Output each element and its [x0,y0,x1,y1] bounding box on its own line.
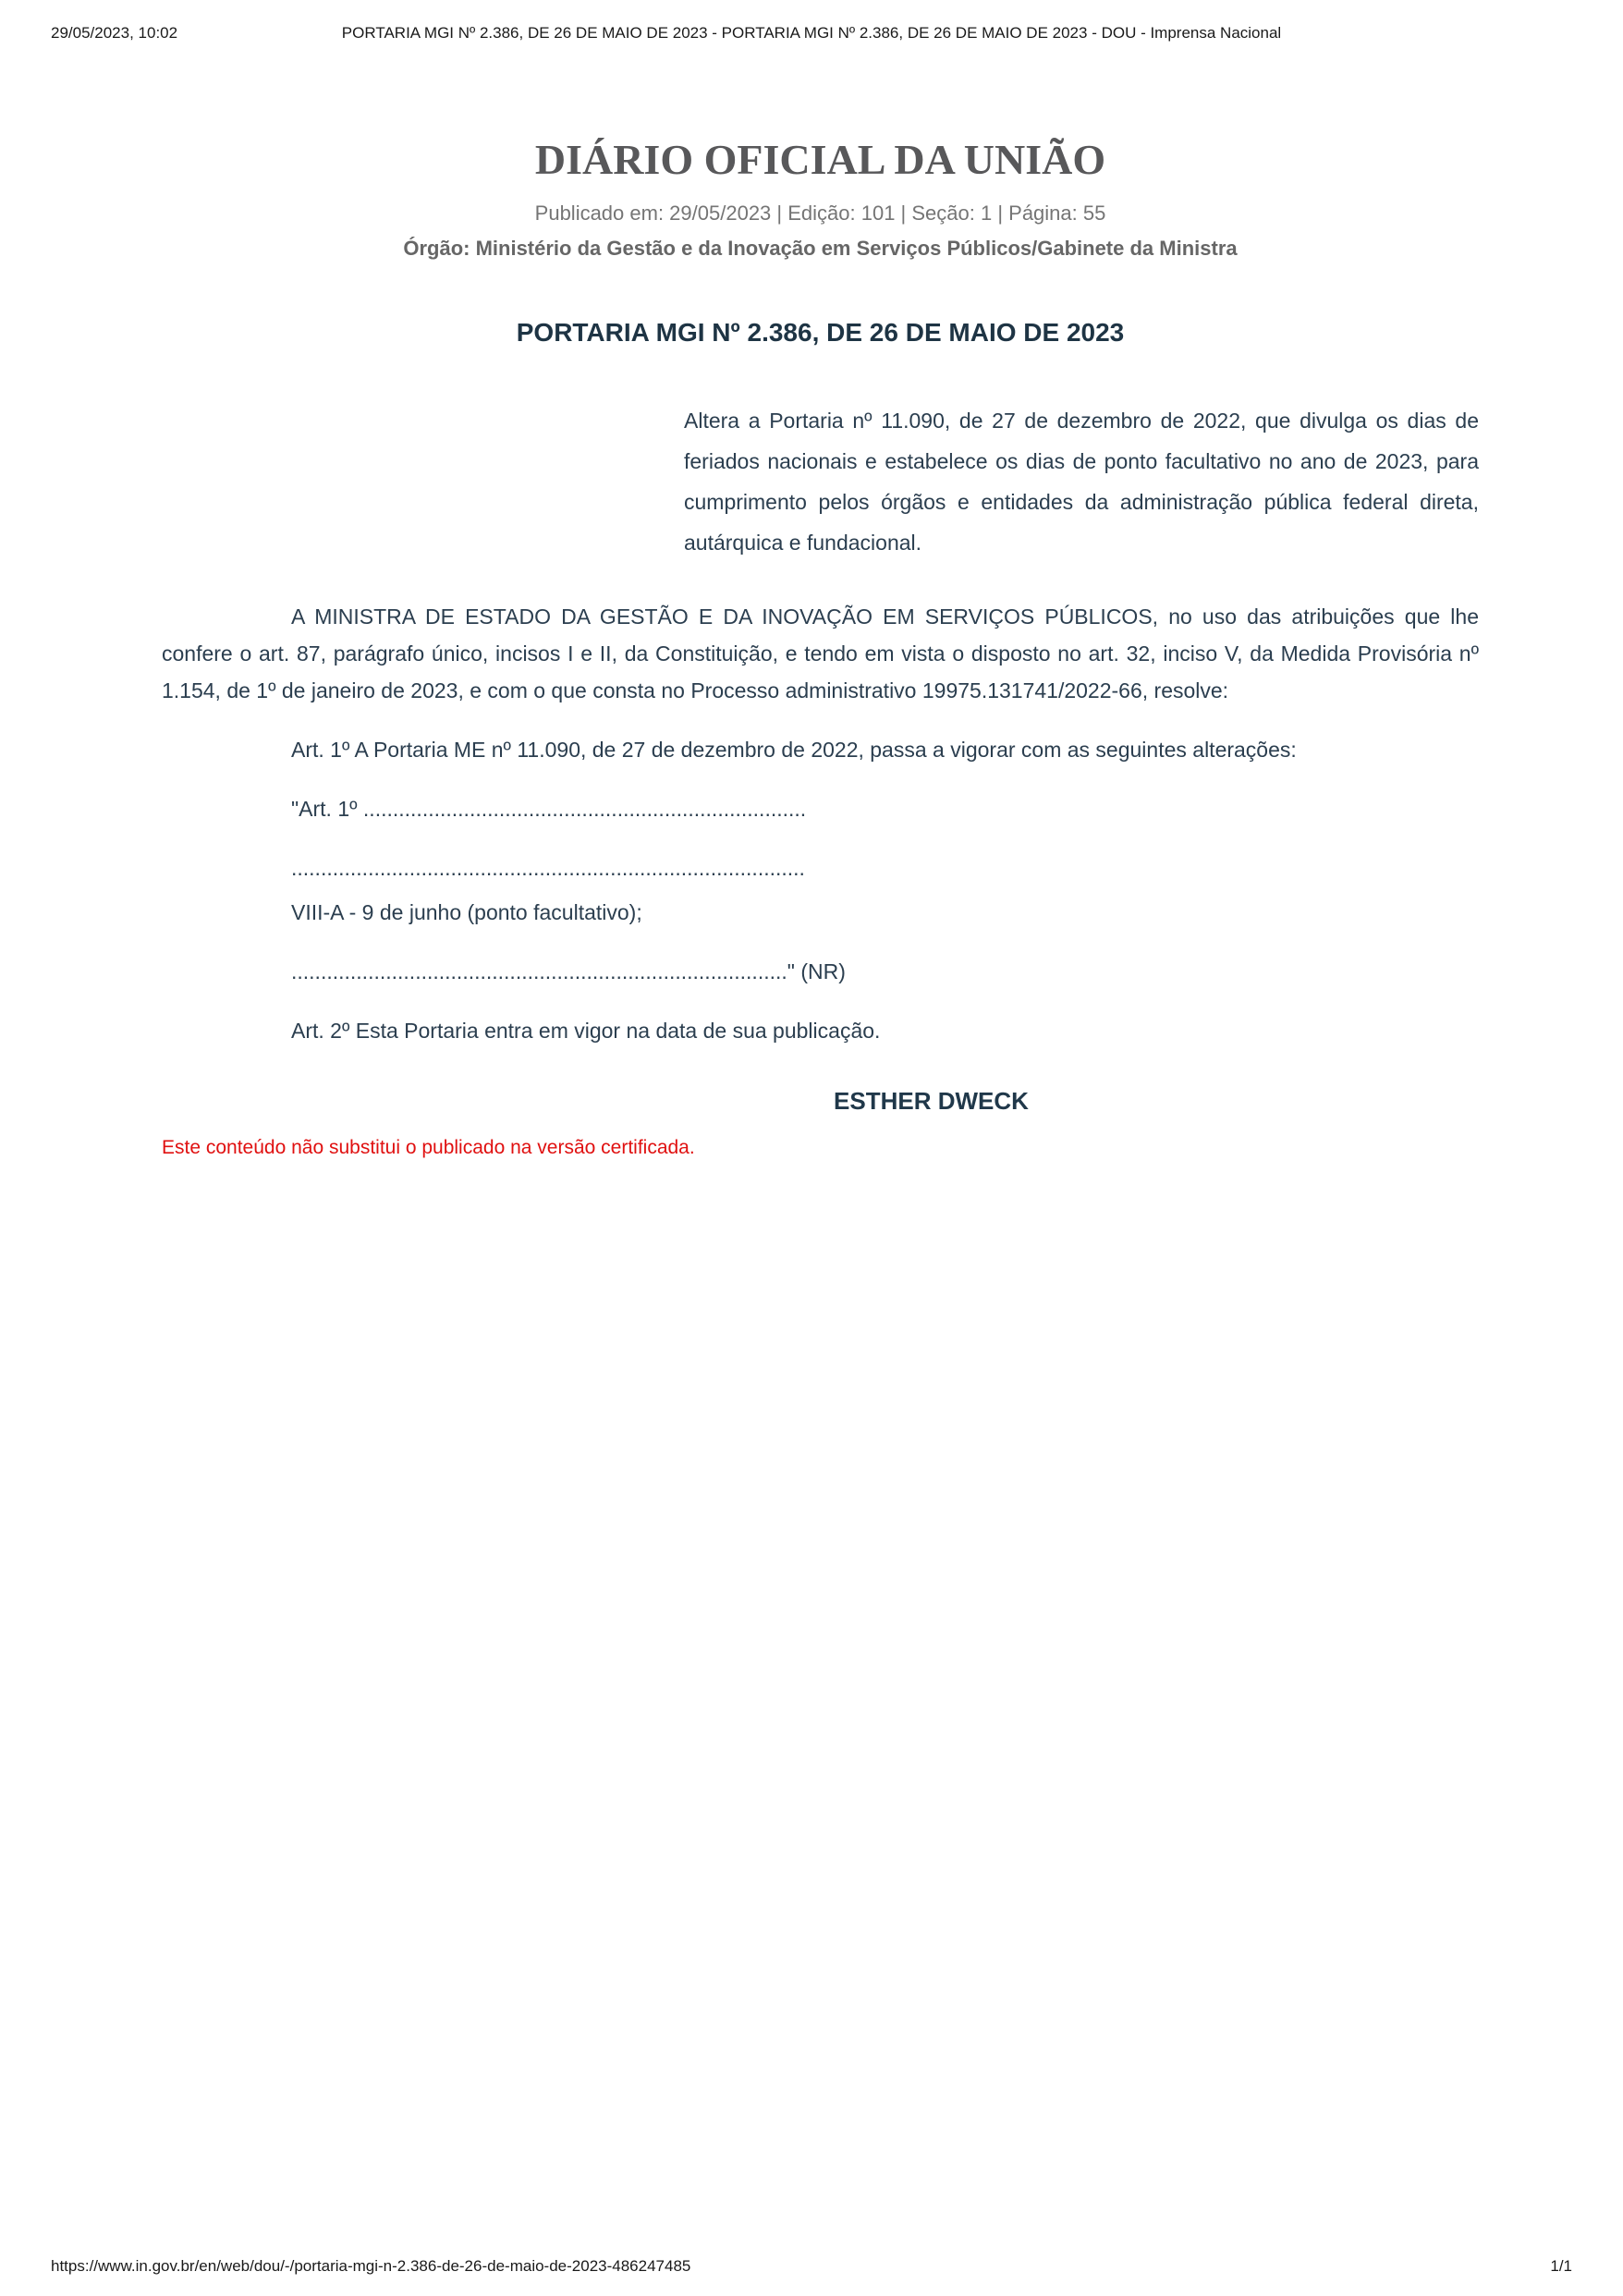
print-header-datetime: 29/05/2023, 10:02 [51,24,178,42]
organ-line: Órgão: Ministério da Gestão e da Inovação em Serviços Públicos/Gabinete da Ministra [403,237,1238,260]
dotted-line-nr: ...................................................................................." (NR) [291,959,846,983]
article-preamble: A MINISTRA DE ESTADO DA GESTÃO E DA INOVAÇÃO EM SERVIÇOS PÚBLICOS, no uso das atribuições que lhe confere o art. 87, parágrafo único, incisos I e II, da Constituição, e tendo em vista o disposto no art. 32, inciso V, da Medida Provisória nº 1.154, de 1º de janeiro de 2023, e com o que consta no Processo administrativo 19975.131741/2022-66, resolve: [162,605,1479,702]
dotted-line-2: ....................................................................................... [291,856,805,880]
certification-disclaimer: Este conteúdo não substitui o publicado na versão certificada. [162,1137,695,1158]
article-summary: Altera a Portaria nº 11.090, de 27 de dezembro de 2022, que divulga os dias de feriados nacionais e estabelece os dias de ponto facultativo no ano de 2023, para cumprimento pelos órgãos e entidades da administração pública federal direta, autárquica e fundacional. [684,409,1479,555]
article-art1: Art. 1º A Portaria ME nº 11.090, de 27 de dezembro de 2022, passa a vigorar com as seguintes alterações: [291,738,1297,762]
article-item-viii-a: VIII-A - 9 de junho (ponto facultativo); [291,900,642,924]
publication-info: Publicado em: 29/05/2023 | Edição: 101 | Seção: 1 | Página: 55 [534,202,1106,225]
print-footer [51,2257,1572,2276]
print-footer-url: https://www.in.gov.br/en/web/dou/-/portaria-mgi-n-2.386-de-26-de-maio-de-2023-486247485 [51,2257,691,2275]
print-footer-page-indicator: 1/1 [1550,2257,1572,2275]
document-content [162,137,1479,1162]
print-header [51,24,1572,43]
signature: ESTHER DWECK [834,1087,1029,1115]
dotted-line-art1: "Art. 1º ........................................................................... [291,797,807,821]
article-title: PORTARIA MGI Nº 2.386, DE 26 DE MAIO DE 2023 [516,318,1125,347]
masthead-title: DIÁRIO OFICIAL DA UNIÃO [534,136,1106,183]
print-header-title: PORTARIA MGI Nº 2.386, DE 26 DE MAIO DE 2023 - PORTARIA MGI Nº 2.386, DE 26 DE MAIO DE 2023 - DOU - Imprensa Nacional [341,24,1282,42]
article-art2: Art. 2º Esta Portaria entra em vigor na data de sua publicação. [291,1019,881,1043]
